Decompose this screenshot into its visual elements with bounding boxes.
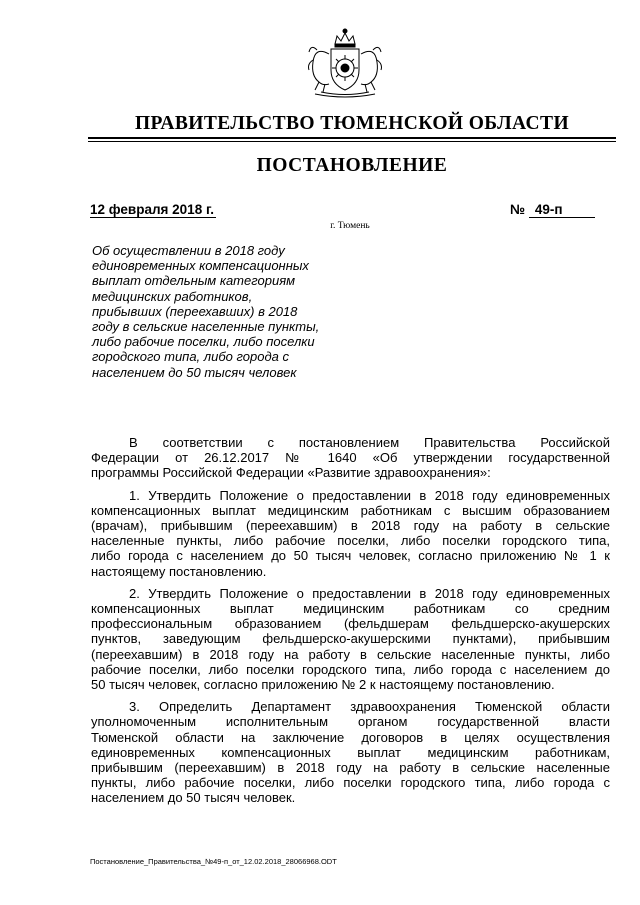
body-paragraph	[91, 699, 610, 805]
paragraph-line: рабочие поселки, либо поселки городского типа, либо города с населением до	[91, 661, 610, 677]
header-rule-thin	[88, 141, 616, 142]
subject-line: году в сельские населенные пункты,	[92, 319, 320, 335]
body-paragraph	[91, 586, 610, 692]
paragraph-line: прибывшим (переехавшим) в 2018 году на работу в сельские населенные	[91, 760, 610, 776]
paragraph-line: Федерации от 26.12.2017 № 1640 «Об утверждении государственной	[91, 450, 610, 466]
paragraph-line: либо города с населением до 50 тысяч человек, согласно приложению № 1 к	[91, 548, 610, 564]
body-paragraph	[91, 488, 610, 579]
header-rule-thick	[88, 137, 616, 139]
paragraph-line: (врачам), прибывшим (переехавшим) в 2018 году на работу в сельские	[91, 518, 610, 534]
paragraph-line: 2. Утвердить Положение о предоставлении в 2018 году единовременных	[129, 585, 610, 601]
subject-line: выплат отдельным категориям	[92, 273, 296, 289]
paragraph-line: настоящему постановлению.	[91, 563, 267, 579]
subject-line: Об осуществлении в 2018 году	[92, 243, 285, 258]
paragraph-line: населенные пункты, либо рабочие поселки, либо поселки городского типа,	[91, 533, 610, 549]
paragraph-line: населением до 50 тысяч человек.	[91, 790, 296, 806]
subject-line: населением до 50 тысяч человек	[92, 364, 297, 380]
subject-line: либо рабочие поселки, либо поселки	[92, 334, 315, 350]
body-paragraph	[91, 435, 610, 481]
paragraph-line: профессиональным образованием (фельдшерам фельдшерско-акушерских	[91, 616, 610, 632]
subject-line: единовременных компенсационных	[92, 258, 309, 274]
paragraph-line: 1. Утвердить Положение о предоставлении в 2018 году единовременных	[129, 487, 610, 503]
footer-filename: Постановление_Правительства_№49-п_от_12.02.2018_28066968.ODT	[90, 857, 337, 866]
document-body	[91, 435, 610, 813]
paragraph-line: программы Российской Федерации «Развитие здравоохранения»:	[91, 465, 491, 481]
paragraph-line: единовременных компенсационных выплат медицинским работникам,	[91, 744, 610, 760]
paragraph-line: компенсационных выплат медицинским работникам со средним	[91, 601, 610, 617]
document-number	[510, 202, 595, 218]
subject-line: медицинских работников,	[92, 288, 253, 304]
number-prefix: №	[510, 202, 526, 217]
paragraph-line: пункты, либо рабочие поселки, либо поселки городского типа, либо города с	[91, 775, 610, 791]
government-name: ПРАВИТЕЛЬСТВО ТЮМЕНСКОЙ ОБЛАСТИ	[134, 113, 570, 134]
document-type: ПОСТАНОВЛЕНИЕ	[256, 155, 448, 176]
number-value: 49-п	[529, 202, 595, 218]
subject-line: прибывших (переехавших) в 2018	[92, 303, 298, 319]
paragraph-line: пунктов, заведующим фельдшерско-акушерскими пунктами), прибывшим	[91, 631, 610, 647]
paragraph-line: компенсационных выплат медицинским работникам с высшим образованием	[91, 502, 610, 518]
paragraph-line: (переехавшим) в 2018 году на работу в сельские населенные пункты, либо	[91, 646, 610, 662]
paragraph-line: Тюменской области на заключение договоров в целях осуществления	[91, 729, 610, 745]
paragraph-line: 3. Определить Департамент здравоохранения Тюменской области	[129, 699, 610, 715]
document-subject	[92, 243, 342, 380]
paragraph-line: В соответствии с постановлением Правительства Российской	[129, 435, 610, 450]
paragraph-line: 50 тысяч человек, согласно приложению № 2 к настоящему постановлению.	[91, 677, 555, 693]
document-date: 12 февраля 2018 г.	[90, 202, 214, 217]
subject-line: городского типа, либо города с	[92, 349, 289, 365]
paragraph-line: уполномоченным исполнительным органом государственной власти	[91, 714, 610, 730]
coat-of-arms-icon	[301, 24, 389, 100]
document-city: г. Тюмень	[330, 221, 370, 231]
